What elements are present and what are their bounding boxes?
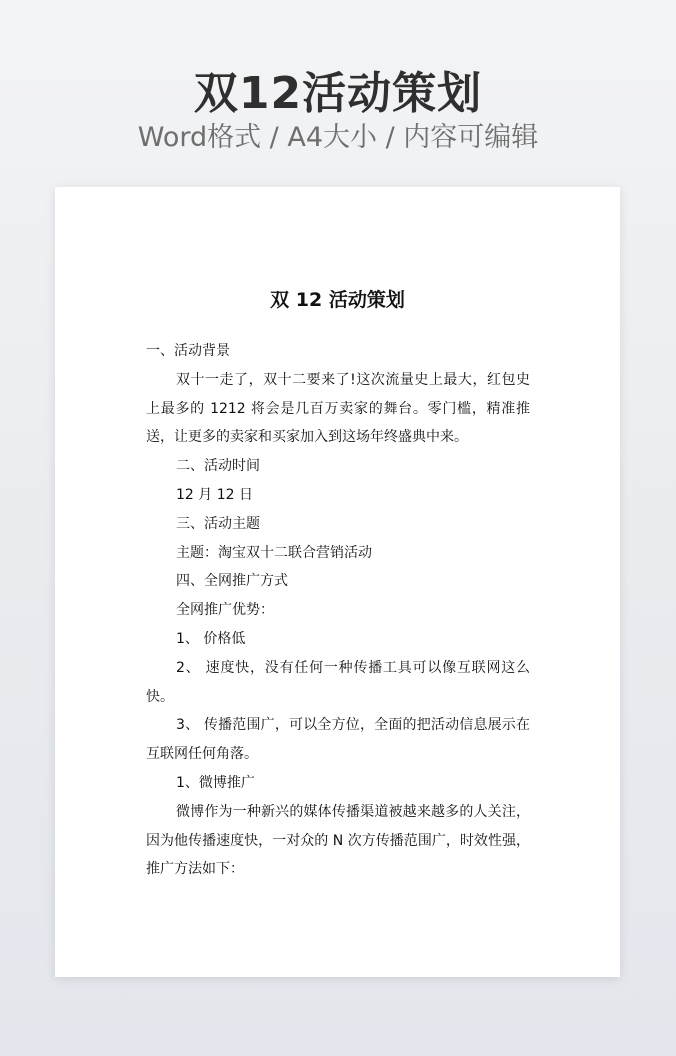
document-body xyxy=(146,337,530,884)
subsection-heading-weibo: 1、微博推广 xyxy=(176,774,255,791)
document-page xyxy=(55,187,620,977)
event-date: 12 月 12 日 xyxy=(176,486,253,503)
section-heading-background: 一、活动背景 xyxy=(146,343,230,359)
promotion-advantages-label: 全网推广优势： xyxy=(176,602,274,619)
background-paragraph: 双十一走了，双十二要来了!这次流量史上最大，红包史上最多的 1212 将会是几百万卖家的舞台。零门槛，精准推送，让更多的卖家和买家加入到这场年终盛典中来。 xyxy=(146,371,530,446)
section-heading-time: 二、活动时间 xyxy=(176,458,260,475)
document-title: 双 12 活动策划 xyxy=(270,289,405,311)
section-heading-theme: 三、活动主题 xyxy=(176,515,260,532)
weibo-paragraph: 微博作为一种新兴的媒体传播渠道被越来越多的人关注，因为他传播速度快，一对众的 N 次方传播范围广，时效性强，推广方法如下： xyxy=(146,803,530,878)
advantage-item: 3、 传播范围广，可以全方位，全面的把活动信息展示在互联网任何角落。 xyxy=(146,717,530,763)
banner-subtitle: Word格式 / A4大小 / 内容可编辑 xyxy=(137,122,539,153)
advantage-item: 1、 价格低 xyxy=(176,630,246,647)
theme-text: 主题：淘宝双十二联合营销活动 xyxy=(176,544,372,561)
banner-title: 双12活动策划 xyxy=(193,68,483,119)
advantage-item: 2、 速度快，没有任何一种传播工具可以像互联网这么快。 xyxy=(146,659,530,705)
section-heading-promotion: 四、全网推广方式 xyxy=(176,573,288,590)
